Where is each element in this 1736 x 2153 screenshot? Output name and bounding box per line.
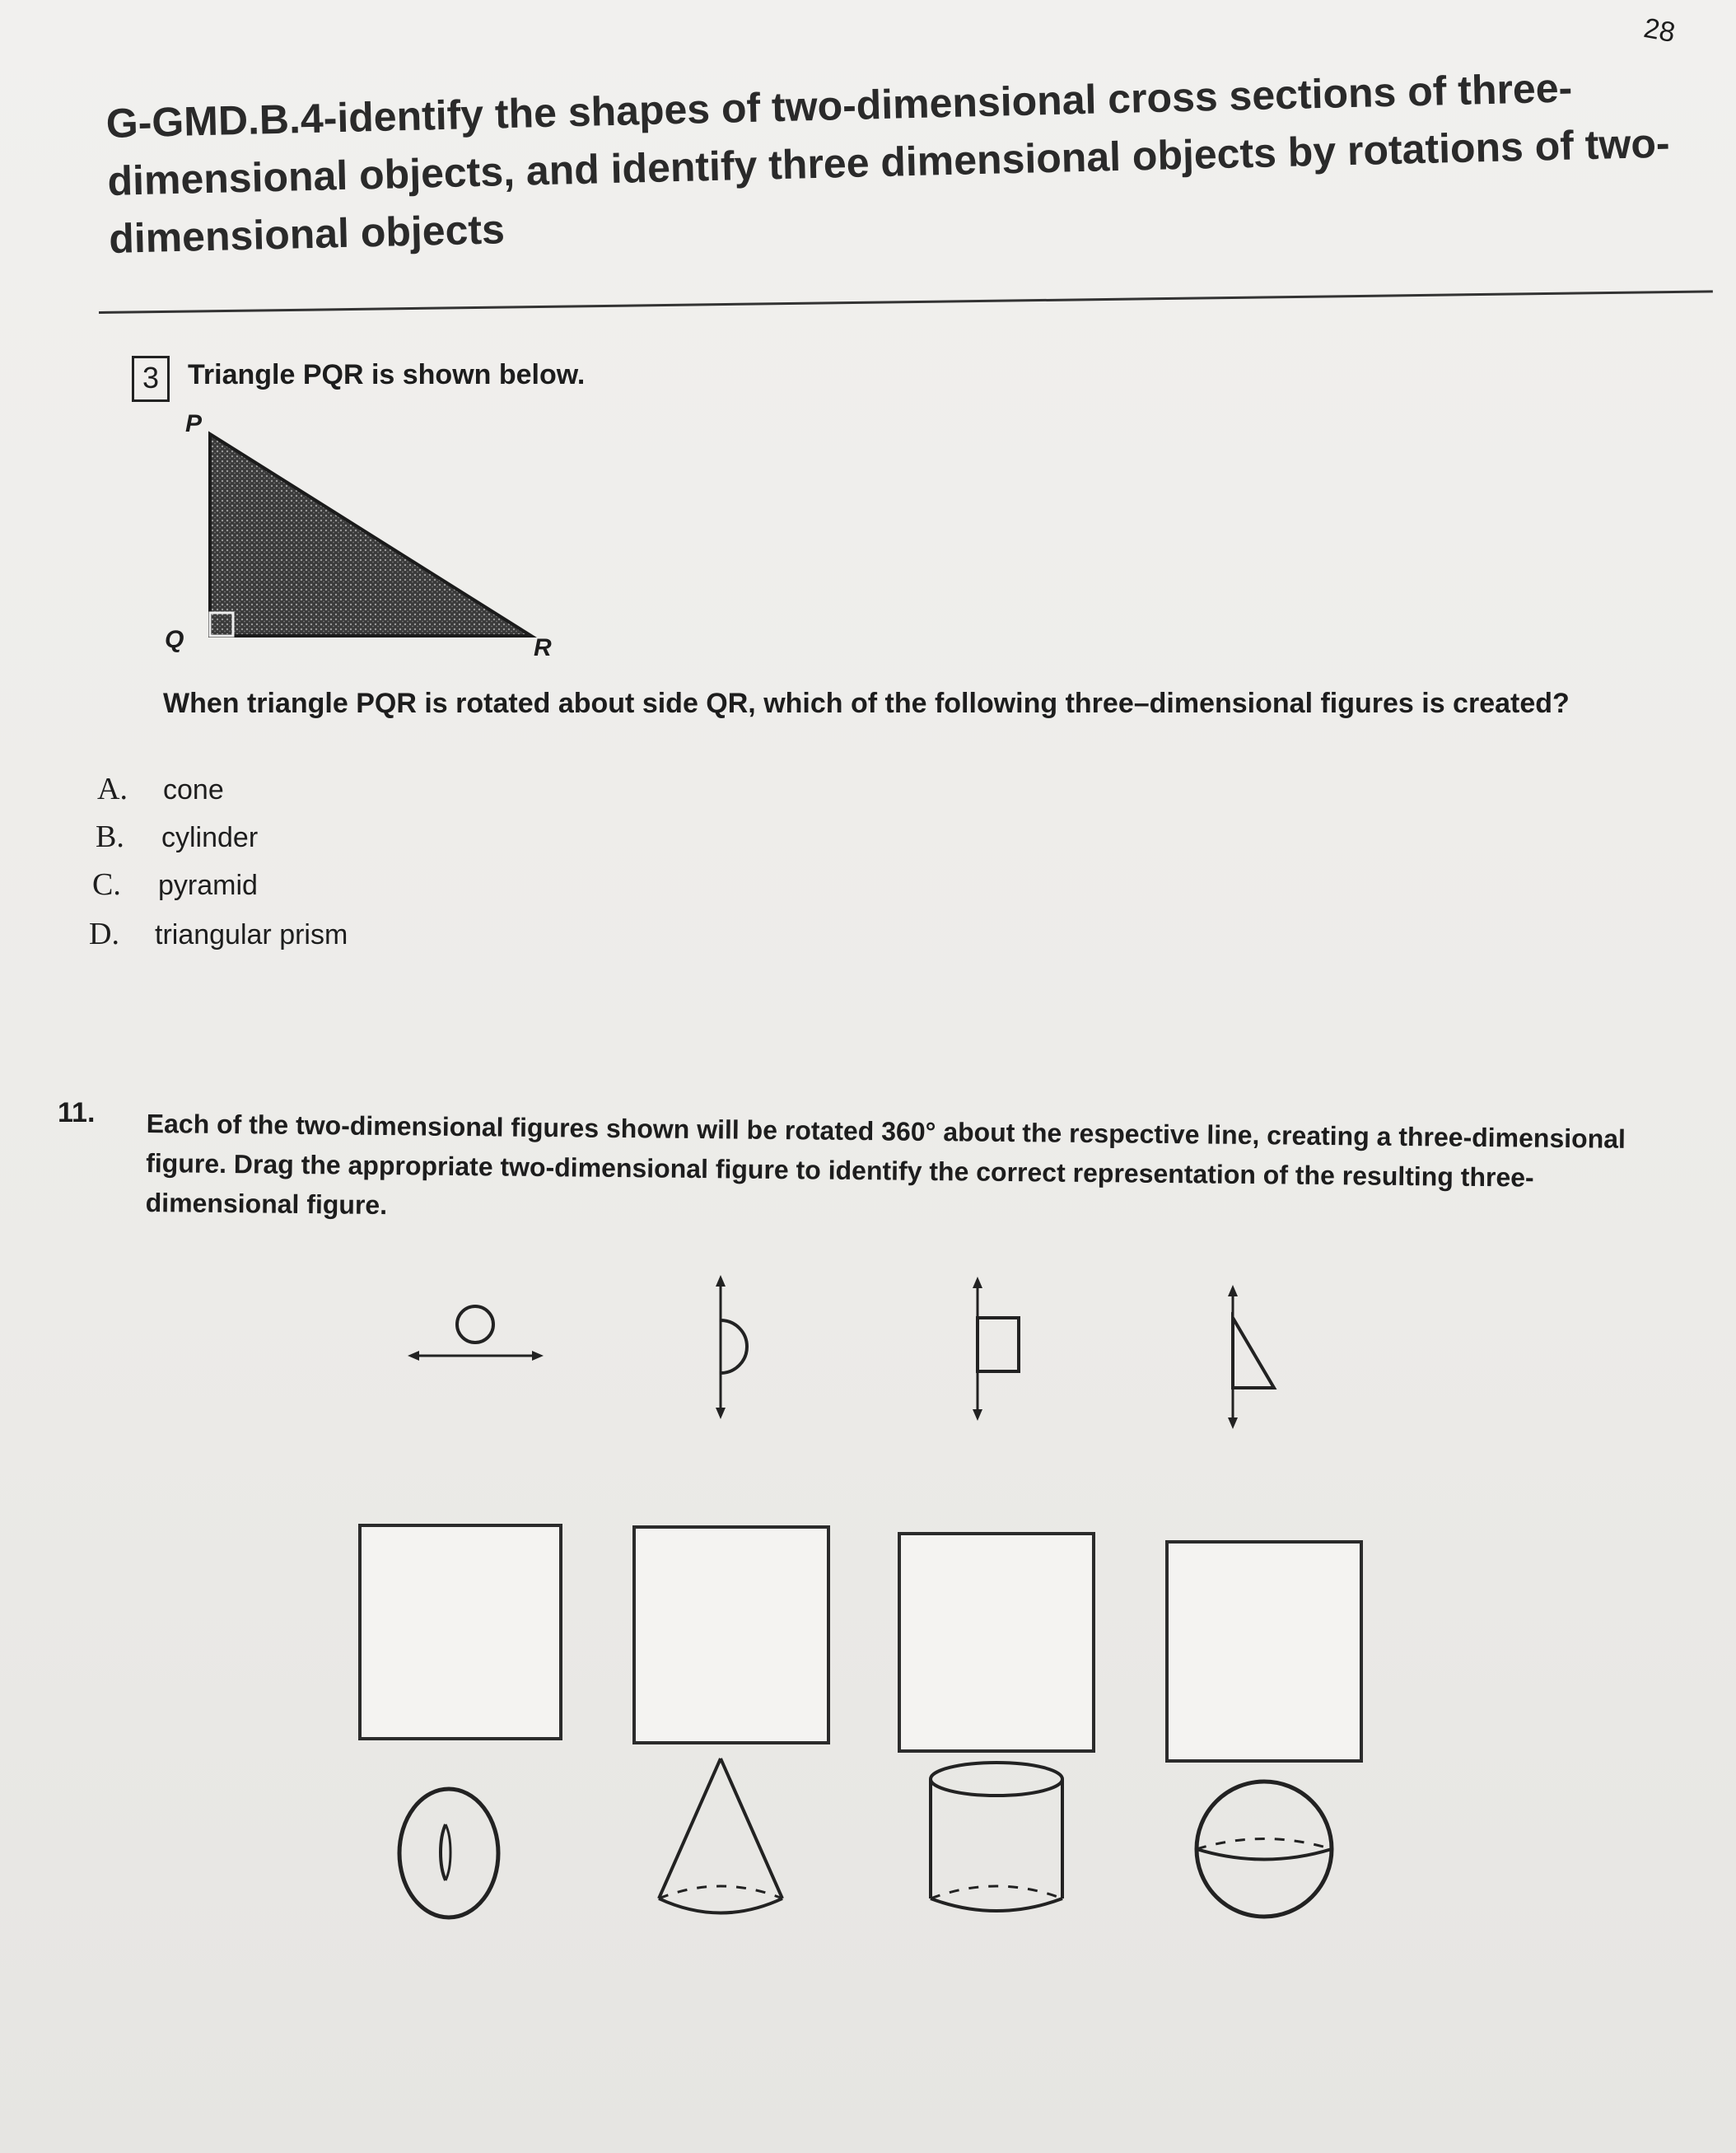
choice-c[interactable] (92, 866, 258, 903)
semicircle-on-axis-icon[interactable] (704, 1275, 770, 1419)
drop-target-torus[interactable] (358, 1524, 562, 1740)
question-11-text: Each of the two-dimensional figures shown will be rotated 360° about the respective line, creating a three-dimensional figure. Drag the appropriate two-dimensional figure to identify the correct representation of the resulting three-dimensional figure. (145, 1108, 1626, 1221)
choice-c-letter: C. (92, 867, 121, 902)
rectangle-on-axis-icon[interactable] (965, 1277, 1031, 1421)
question-3-prompt: When triangle PQR is rotated about side QR, which of the following three–dimensional figures is created? (163, 688, 1570, 719)
question-3-number: 3 (132, 356, 170, 402)
choice-d-text: triangular prism (155, 919, 348, 950)
choice-a-letter: A. (97, 772, 128, 806)
choice-b-letter: B. (96, 820, 124, 854)
choice-d[interactable] (89, 916, 348, 952)
choice-b-text: cylinder (161, 822, 259, 853)
triangle-pqr-icon (206, 430, 535, 640)
question-3-stem: Triangle PQR is shown below. (188, 359, 586, 390)
question-11-number: 11. (58, 1097, 96, 1128)
circle-on-axis-icon[interactable] (408, 1301, 548, 1367)
vertex-label-r: R (534, 634, 552, 661)
drop-target-sphere[interactable] (1165, 1540, 1363, 1763)
choice-a[interactable] (97, 771, 224, 807)
sphere-icon (1190, 1771, 1338, 1927)
vertex-label-q: Q (165, 626, 184, 653)
standard-heading: G-GMD.B.4-identify the shapes of two-dimensional cross sections of three-dimensional objects, and identify three dimensional objects by rotations of two-dimensional objects (105, 64, 1671, 262)
vertex-label-p: P (185, 410, 203, 437)
choice-b[interactable] (96, 819, 258, 855)
choice-c-text: pyramid (158, 870, 258, 901)
page-number: 28 (1641, 12, 1678, 49)
choice-a-text: cone (163, 774, 224, 806)
torus-icon (391, 1783, 506, 1923)
drop-target-cylinder[interactable] (898, 1532, 1095, 1753)
cylinder-icon (918, 1754, 1075, 1919)
choice-d-letter: D. (89, 917, 119, 951)
right-triangle-on-axis-icon[interactable] (1220, 1285, 1286, 1429)
cone-icon (646, 1750, 795, 1923)
heading-divider (99, 290, 1713, 314)
drop-target-cone[interactable] (632, 1525, 830, 1744)
